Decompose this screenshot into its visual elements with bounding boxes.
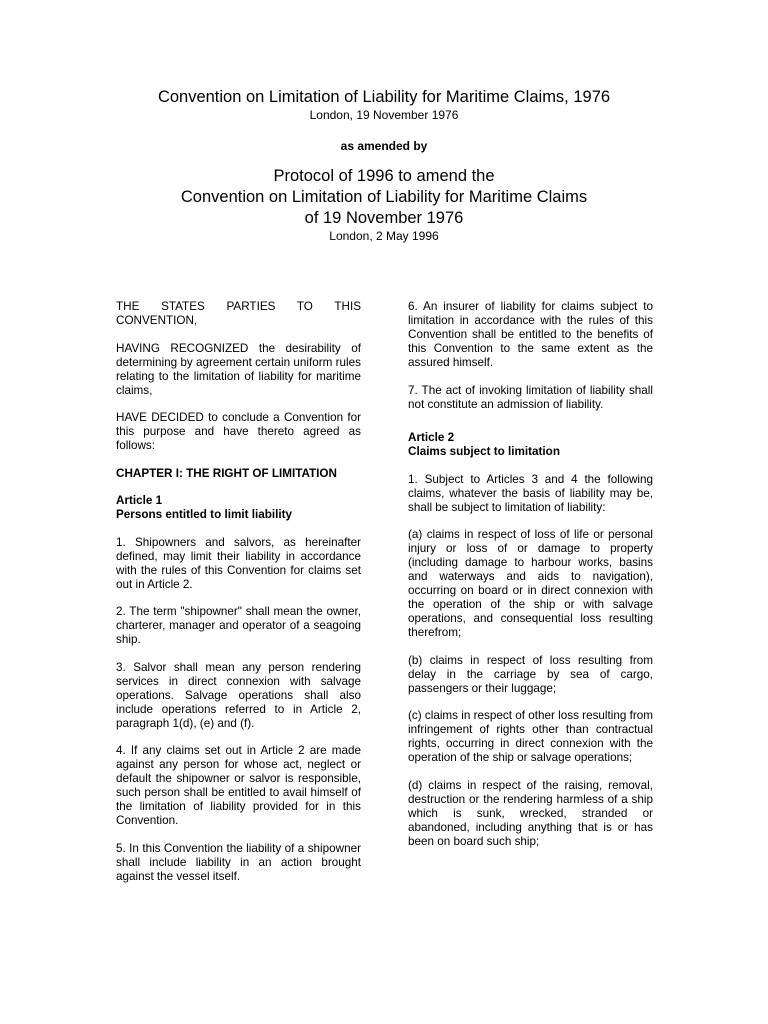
article-1-title: Persons entitled to limit liability — [116, 508, 292, 521]
article-1-paragraph-6: 6. An insurer of liability for claims subject to limitation in accordance with the rules of this Convention shall be entitled to the benefits of this Convention to the same extent as the assured himself. — [408, 300, 653, 369]
article-1-paragraph-7: 7. The act of invoking limitation of liability shall not constitute an admission of liability. — [408, 383, 653, 411]
article-2-clause-d: (d) claims in respect of the raising, removal, destruction or the rendering harmless of a ship which is sunk, wrecked, stranded or abandoned, including anything that is or has been on board such ship; — [408, 778, 653, 848]
article-1-label: Article 1 — [116, 494, 163, 507]
article-1-paragraph-2: 2. The term "shipowner" shall mean the owner, charterer, manager and operator of a seagoing ship. — [116, 605, 361, 646]
chapter-heading: CHAPTER I: THE RIGHT OF LIMITATION — [116, 466, 337, 480]
left-column — [116, 300, 361, 897]
preamble-decided: HAVE DECIDED to conclude a Convention for this purpose and have thereto agreed as follows: — [116, 411, 361, 452]
preamble-parties: THE STATES PARTIES TO THIS CONVENTION, — [116, 300, 361, 327]
article-2-clause-c: (c) claims in respect of other loss resulting from infringement of rights other than contractual rights, occurring in direct connexion with the operation of the ship or salvage operations; — [408, 709, 653, 764]
amended-by-label: as amended by — [340, 139, 428, 153]
protocol-title — [0, 166, 768, 229]
article-1-paragraph-4: 4. If any claims set out in Article 2 are made against any person for whose act, neglect or default the shipowner or salvor is responsible, such person shall be entitled to avail himself of the limitation of liability provided for in this Convention. — [116, 744, 361, 827]
protocol-place-date: London, 2 May 1996 — [329, 229, 439, 243]
article-1-paragraph-5: 5. In this Convention the liability of a shipowner shall include liability in an action brought against the vessel itself. — [116, 841, 361, 883]
article-2-label: Article 2 — [408, 431, 455, 444]
preamble-recognized: HAVING RECOGNIZED the desirability of determining by agreement certain uniform rules relating to the limitation of liability for maritime claims, — [116, 341, 361, 397]
protocol-title-line: Protocol of 1996 to amend the — [273, 167, 495, 185]
article-2-clause-b: (b) claims in respect of loss resulting from delay in the carriage by sea of cargo, passengers or their luggage; — [408, 653, 653, 695]
protocol-title-line: Convention on Limitation of Liability for Maritime Claims — [180, 188, 588, 206]
right-column — [408, 300, 653, 862]
convention-place-date: London, 19 November 1976 — [309, 108, 459, 122]
article-1-paragraph-3: 3. Salvor shall mean any person rendering services in direct connexion with salvage operations. Salvage operations shall also include operations referred to in Article 2, paragraph 1(d), (e) and (f). — [116, 660, 361, 730]
article-1-paragraph-1: 1. Shipowners and salvors, as hereinafter defined, may limit their liability in accordance with the rules of this Convention for claims set out in Article 2. — [116, 535, 361, 591]
convention-title: Convention on Limitation of Liability for Maritime Claims, 1976 — [157, 88, 611, 106]
document-header — [0, 86, 768, 243]
protocol-title-line: of 19 November 1976 — [304, 209, 464, 227]
article-2-paragraph-1: 1. Subject to Articles 3 and 4 the following claims, whatever the basis of liability may be, shall be subject to limitation of liability: — [408, 472, 653, 514]
article-2-clause-a: (a) claims in respect of loss of life or personal injury or loss of or damage to property (including damage to harbour works, basins and waterways and aids to navigation), occurring on board or in direct connexion with the operation of the ship or with salvage operations, and consequential loss resulting therefrom; — [408, 528, 653, 639]
article-2-title: Claims subject to limitation — [408, 445, 560, 458]
